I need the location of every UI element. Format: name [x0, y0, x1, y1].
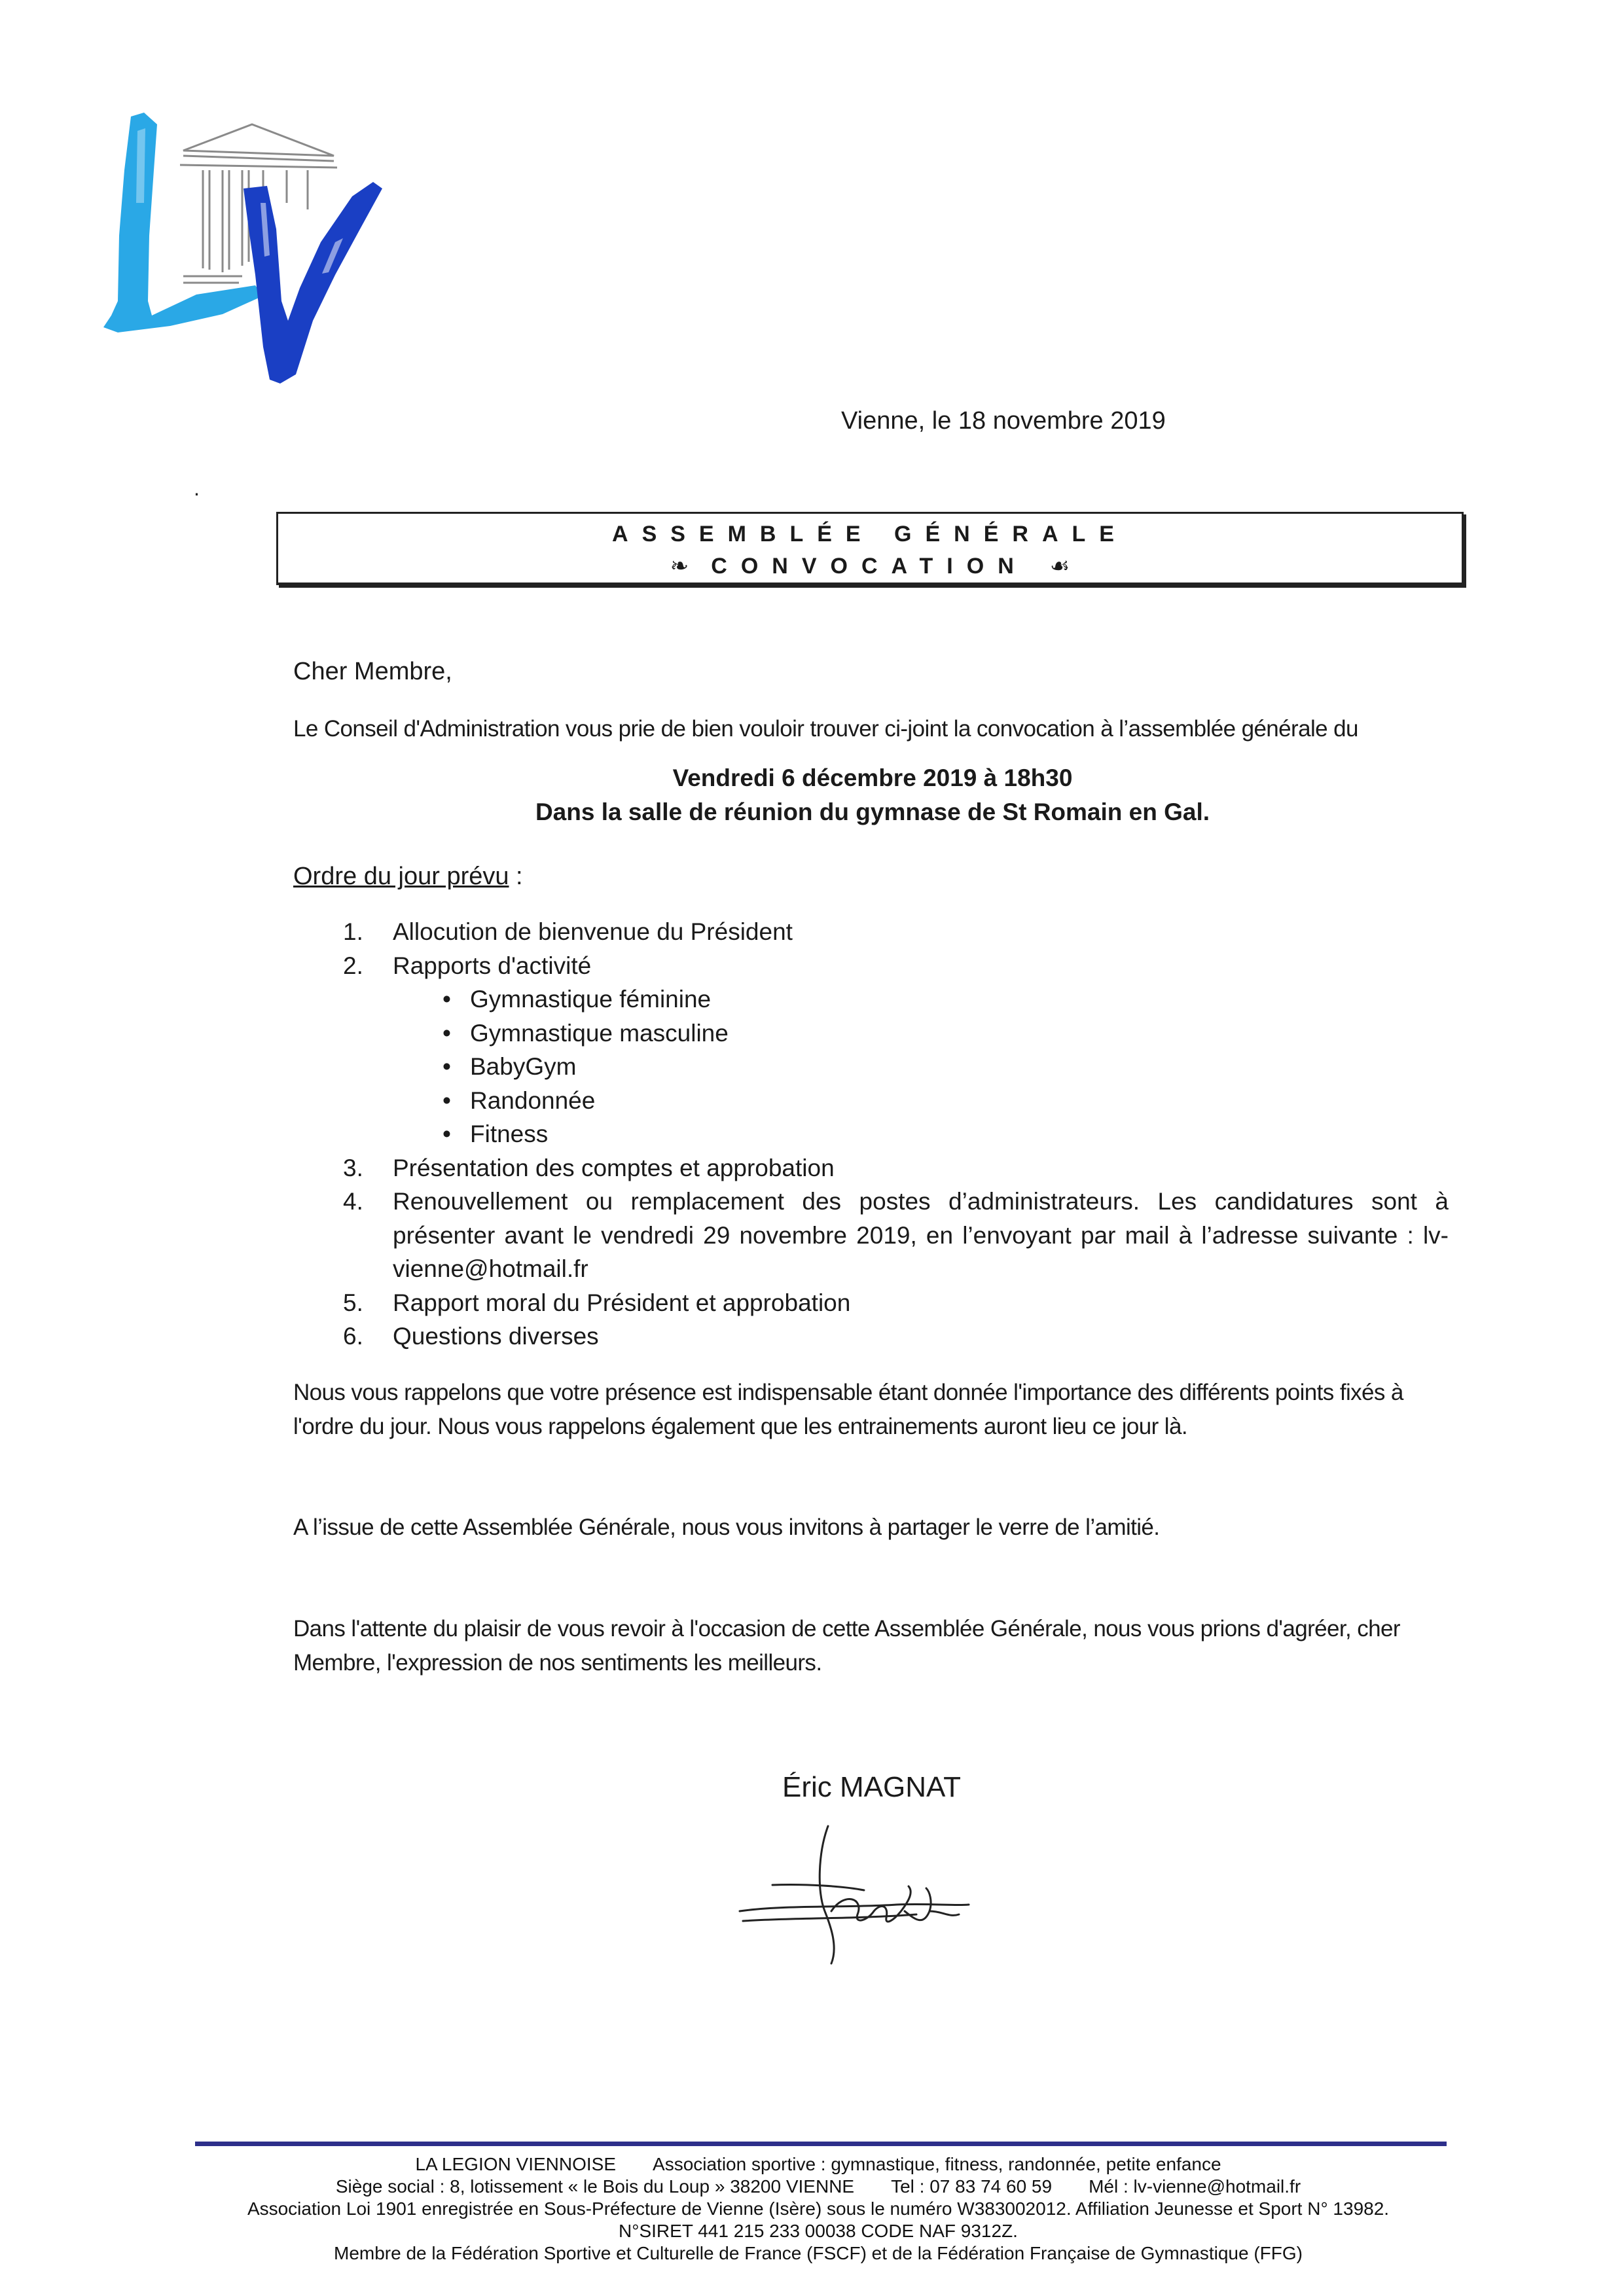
- agenda-text: Rapport moral du Président et approbation: [393, 1289, 851, 1316]
- bullet-icon: •: [442, 1053, 451, 1080]
- agenda-list: [293, 915, 1449, 1354]
- agenda-text: Renouvellement ou remplacement des postes d’administrateurs. Les candidatures sont à présenter avant le vendredi 29 novembre 2019, en l’envoyant par mail à l’adresse suivante : lv-vienne@hotmail.fr: [393, 1188, 1449, 1282]
- agenda-subitem: [293, 982, 1449, 1016]
- bullet-icon: •: [442, 1121, 451, 1147]
- footer-rule: [195, 2142, 1447, 2146]
- agenda-title-text: Ordre du jour prévu: [293, 863, 509, 890]
- closing-paragraph: Dans l'attente du plaisir de vous revoir à l'occasion de cette Assemblée Générale, nous vous prions d'agréer, cher Membre, l'expression de nos sentiments les meilleurs.: [293, 1616, 1400, 1676]
- event-location: Dans la salle de réunion du gymnase de St Romain en Gal.: [535, 798, 1210, 825]
- title-convocation: CONVOCATION: [711, 554, 1028, 579]
- title-assemblee: ASSEMBLÉE GÉNÉRALE: [612, 522, 1128, 547]
- reminder-paragraph: Nous vous rappelons que votre présence est indispensable étant donnée l'importance des différents points fixés à l'ordre du jour. Nous vous rappelons également que les entrainements auront lieu ce jour là.: [293, 1380, 1403, 1439]
- agenda-item: [293, 915, 1449, 949]
- footer-tel: Tel : 07 83 74 60 59: [891, 2176, 1053, 2197]
- event-date: Vendredi 6 décembre 2019 à 18h30: [672, 764, 1073, 791]
- title-box: [276, 512, 1464, 585]
- agenda-item: [293, 1151, 1449, 1185]
- agenda-subitem: [293, 1050, 1449, 1084]
- letter-l-shape: [103, 113, 263, 332]
- agenda-text: Présentation des comptes et approbation: [393, 1154, 835, 1181]
- agenda-item: [293, 949, 1449, 983]
- agenda-text: Rapports d'activité: [393, 952, 592, 979]
- lv-logo: [92, 105, 419, 406]
- aperitif-paragraph: A l’issue de cette Assemblée Générale, nous vous invitons à partager le verre de l’amitié.: [293, 1515, 1160, 1540]
- footer-seat: Siège social : 8, lotissement « le Bois du Loup » 38200 VIENNE: [335, 2176, 855, 2197]
- footer-registration: Association Loi 1901 enregistrée en Sous-Préfecture de Vienne (Isère) sous le numéro W383002012. Affiliation Jeunesse et Sport N° 13982.: [247, 2198, 1390, 2219]
- title-convocation-line: [278, 553, 1462, 579]
- agenda-item: [293, 1286, 1449, 1320]
- agenda-subitem-text: BabyGym: [470, 1053, 577, 1080]
- agenda-title-suffix: :: [509, 863, 523, 890]
- agenda-subitem: [293, 1084, 1449, 1118]
- handwritten-signature: [733, 1813, 975, 1970]
- ornament-left-icon: ❧: [670, 554, 689, 579]
- date-line: Vienne, le 18 novembre 2019: [841, 407, 1166, 435]
- footer-federations: Membre de la Fédération Sportive et Culturelle de France (FSCF) et de la Fédération Française de Gymnastique (FFG): [334, 2243, 1303, 2263]
- agenda-text: Questions diverses: [393, 1323, 599, 1350]
- footer-org-desc: Association sportive : gymnastique, fitness, randonnée, petite enfance: [653, 2154, 1221, 2174]
- footer-org: LA LEGION VIENNOISE: [415, 2154, 617, 2174]
- intro-paragraph: Le Conseil d'Administration vous prie de bien vouloir trouver ci-joint la convocation à l’assemblée générale du: [293, 716, 1358, 742]
- agenda-subitem-text: Randonnée: [470, 1086, 596, 1114]
- agenda-item: [293, 1185, 1449, 1286]
- footer-line-1: [164, 2153, 1473, 2176]
- agenda-number: 6.: [343, 1323, 363, 1350]
- agenda-item: [293, 1319, 1449, 1354]
- ornament-right-icon: ☙: [1049, 554, 1070, 579]
- bullet-icon: •: [442, 1086, 451, 1114]
- footer: [164, 2153, 1473, 2265]
- agenda-text: Allocution de bienvenue du Président: [393, 918, 793, 945]
- footer-line-2: [164, 2176, 1473, 2198]
- agenda-subitem-text: Gymnastique féminine: [470, 986, 712, 1013]
- footer-mail: Mél : lv-vienne@hotmail.fr: [1089, 2176, 1301, 2197]
- bullet-icon: •: [442, 1019, 451, 1047]
- agenda-subitem: [293, 1117, 1449, 1151]
- stray-dot: .: [194, 476, 200, 500]
- agenda-number: 4.: [343, 1188, 363, 1215]
- agenda-number: 2.: [343, 952, 363, 979]
- letter-v-shape: [244, 182, 382, 384]
- agenda-title: [293, 863, 523, 891]
- salutation: Cher Membre,: [293, 658, 452, 685]
- agenda-subitem-text: Fitness: [470, 1121, 549, 1147]
- signer-name: Éric MAGNAT: [782, 1771, 961, 1803]
- bullet-icon: •: [442, 986, 451, 1013]
- agenda-number: 3.: [343, 1154, 363, 1181]
- agenda-number: 1.: [343, 918, 363, 945]
- agenda-number: 5.: [343, 1289, 363, 1316]
- footer-siret: N°SIRET 441 215 233 00038 CODE NAF 9312Z.: [619, 2221, 1018, 2241]
- agenda-subitem: [293, 1016, 1449, 1050]
- agenda-subitem-text: Gymnastique masculine: [470, 1019, 729, 1047]
